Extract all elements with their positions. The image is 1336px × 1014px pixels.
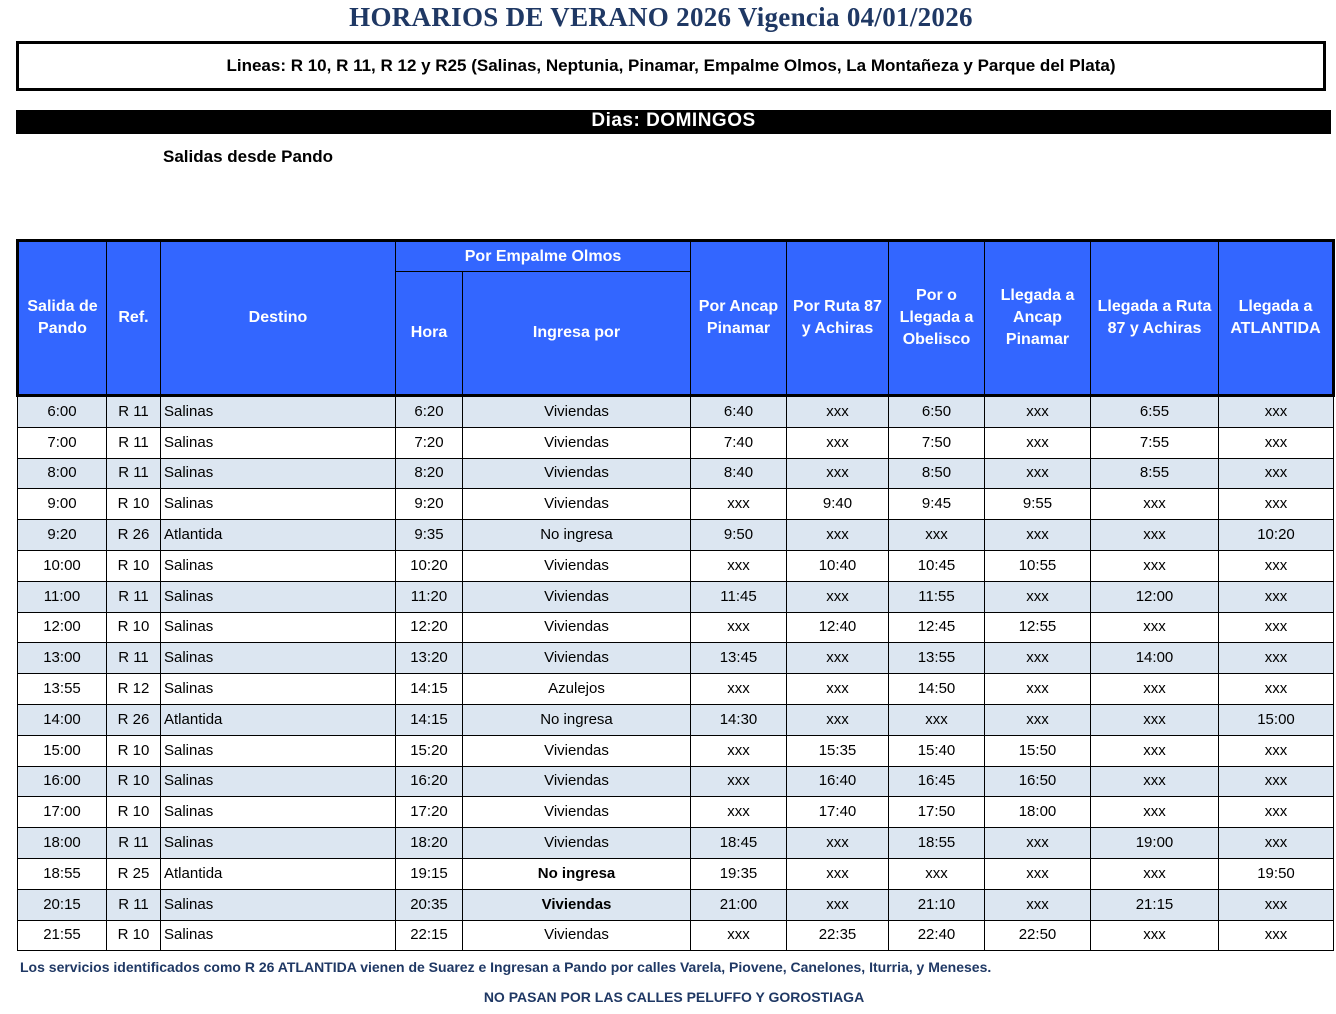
cell-obelisco: 17:50 — [889, 797, 985, 828]
cell-llegada-ancap: xxx — [985, 427, 1091, 458]
cell-obelisco: 7:50 — [889, 427, 985, 458]
cell-ancap: xxx — [691, 674, 787, 705]
cell-hora: 12:20 — [396, 612, 463, 643]
header-ingresa: Ingresa por — [463, 272, 691, 396]
cell-llegada-atlantida: xxx — [1219, 674, 1334, 705]
cell-ruta87: xxx — [787, 643, 889, 674]
cell-salida: 17:00 — [18, 797, 107, 828]
table-row — [18, 643, 1334, 674]
table-row — [18, 920, 1334, 951]
cell-llegada-ruta87: xxx — [1091, 920, 1219, 951]
cell-hora: 9:20 — [396, 489, 463, 520]
cell-llegada-atlantida: 10:20 — [1219, 520, 1334, 551]
cell-obelisco: 11:55 — [889, 581, 985, 612]
cell-salida: 12:00 — [18, 612, 107, 643]
section-subtitle: Salidas desde Pando — [163, 147, 334, 166]
cell-hora: 18:20 — [396, 828, 463, 859]
cell-ancap: xxx — [691, 920, 787, 951]
cell-obelisco: 10:45 — [889, 550, 985, 581]
table-row — [18, 612, 1334, 643]
cell-destino: Salinas — [161, 612, 396, 643]
cell-llegada-ruta87: xxx — [1091, 489, 1219, 520]
cell-hora: 14:15 — [396, 674, 463, 705]
cell-ancap: xxx — [691, 489, 787, 520]
table-row — [18, 458, 1334, 489]
cell-ancap: 11:45 — [691, 581, 787, 612]
cell-llegada-atlantida: 15:00 — [1219, 704, 1334, 735]
header-salida: Salida de Pando — [18, 241, 107, 396]
cell-ref: R 25 — [107, 858, 161, 889]
cell-destino: Salinas — [161, 643, 396, 674]
header-llegada-atlantida: Llegada a ATLANTIDA — [1219, 241, 1334, 396]
cell-ref: R 10 — [107, 612, 161, 643]
table-row — [18, 427, 1334, 458]
cell-llegada-ruta87: 14:00 — [1091, 643, 1219, 674]
header-empalme-group: Por Empalme Olmos — [396, 241, 691, 272]
cell-llegada-ruta87: 19:00 — [1091, 828, 1219, 859]
cell-obelisco: 8:50 — [889, 458, 985, 489]
cell-llegada-ancap: xxx — [985, 396, 1091, 428]
cell-llegada-ancap: xxx — [985, 520, 1091, 551]
cell-llegada-ancap: 18:00 — [985, 797, 1091, 828]
cell-salida: 13:55 — [18, 674, 107, 705]
cell-ancap: 21:00 — [691, 889, 787, 920]
cell-ingresa: Viviendas — [463, 581, 691, 612]
cell-ruta87: xxx — [787, 520, 889, 551]
cell-obelisco: 12:45 — [889, 612, 985, 643]
cell-obelisco: 6:50 — [889, 396, 985, 428]
cell-ref: R 12 — [107, 674, 161, 705]
cell-ingresa: Viviendas — [463, 458, 691, 489]
cell-ingresa: Viviendas — [463, 612, 691, 643]
cell-destino: Salinas — [161, 550, 396, 581]
cell-salida: 20:15 — [18, 889, 107, 920]
cell-ingresa: Viviendas — [463, 766, 691, 797]
cell-llegada-ancap: 15:50 — [985, 735, 1091, 766]
cell-obelisco: 13:55 — [889, 643, 985, 674]
cell-llegada-ancap: xxx — [985, 674, 1091, 705]
cell-ruta87: 12:40 — [787, 612, 889, 643]
cell-ruta87: xxx — [787, 704, 889, 735]
cell-hora: 16:20 — [396, 766, 463, 797]
cell-llegada-ruta87: xxx — [1091, 520, 1219, 551]
cell-obelisco: xxx — [889, 704, 985, 735]
cell-llegada-atlantida: xxx — [1219, 489, 1334, 520]
table-row — [18, 704, 1334, 735]
table-row — [18, 735, 1334, 766]
cell-ingresa: Viviendas — [463, 920, 691, 951]
cell-llegada-ruta87: 7:55 — [1091, 427, 1219, 458]
cell-llegada-ruta87: xxx — [1091, 612, 1219, 643]
cell-destino: Salinas — [161, 489, 396, 520]
cell-llegada-atlantida: xxx — [1219, 427, 1334, 458]
cell-ruta87: xxx — [787, 458, 889, 489]
cell-hora: 10:20 — [396, 550, 463, 581]
cell-llegada-ruta87: xxx — [1091, 858, 1219, 889]
cell-ref: R 11 — [107, 828, 161, 859]
cell-salida: 11:00 — [18, 581, 107, 612]
cell-llegada-ruta87: xxx — [1091, 550, 1219, 581]
cell-ruta87: xxx — [787, 396, 889, 428]
cell-ruta87: 9:40 — [787, 489, 889, 520]
cell-llegada-ancap: xxx — [985, 704, 1091, 735]
cell-destino: Salinas — [161, 735, 396, 766]
cell-ref: R 26 — [107, 704, 161, 735]
cell-ref: R 11 — [107, 581, 161, 612]
cell-ancap: 9:50 — [691, 520, 787, 551]
cell-ruta87: xxx — [787, 828, 889, 859]
cell-destino: Salinas — [161, 581, 396, 612]
cell-llegada-ruta87: xxx — [1091, 797, 1219, 828]
cell-salida: 7:00 — [18, 427, 107, 458]
cell-ruta87: xxx — [787, 581, 889, 612]
cell-ruta87: xxx — [787, 674, 889, 705]
cell-ruta87: 10:40 — [787, 550, 889, 581]
cell-hora: 20:35 — [396, 889, 463, 920]
cell-ancap: 19:35 — [691, 858, 787, 889]
cell-hora: 6:20 — [396, 396, 463, 428]
cell-llegada-atlantida: xxx — [1219, 889, 1334, 920]
header-hora: Hora — [396, 272, 463, 396]
cell-ref: R 11 — [107, 396, 161, 428]
cell-ref: R 10 — [107, 766, 161, 797]
cell-hora: 7:20 — [396, 427, 463, 458]
cell-ingresa: Viviendas — [463, 828, 691, 859]
cell-salida: 14:00 — [18, 704, 107, 735]
cell-llegada-ancap: xxx — [985, 828, 1091, 859]
header-ref: Ref. — [107, 241, 161, 396]
cell-hora: 15:20 — [396, 735, 463, 766]
cell-ancap: xxx — [691, 612, 787, 643]
cell-ruta87: 15:35 — [787, 735, 889, 766]
cell-obelisco: 14:50 — [889, 674, 985, 705]
cell-ruta87: 22:35 — [787, 920, 889, 951]
cell-destino: Atlantida — [161, 520, 396, 551]
lines-banner — [16, 41, 1326, 91]
cell-ingresa: Viviendas — [463, 797, 691, 828]
cell-ingresa: Azulejos — [463, 674, 691, 705]
cell-ingresa: Viviendas — [463, 550, 691, 581]
cell-llegada-ruta87: 8:55 — [1091, 458, 1219, 489]
cell-ruta87: 16:40 — [787, 766, 889, 797]
cell-obelisco: xxx — [889, 520, 985, 551]
table-row — [18, 858, 1334, 889]
cell-llegada-atlantida: xxx — [1219, 612, 1334, 643]
cell-llegada-atlantida: xxx — [1219, 920, 1334, 951]
cell-ref: R 10 — [107, 489, 161, 520]
cell-destino: Atlantida — [161, 704, 396, 735]
schedule-table — [16, 239, 1335, 951]
cell-hora: 9:35 — [396, 520, 463, 551]
cell-ruta87: 17:40 — [787, 797, 889, 828]
lines-text: Lineas: R 10, R 11, R 12 y R25 (Salinas, Neptunia, Pinamar, Empalme Olmos, La Montañeza y Parque del Plata) — [226, 56, 1116, 75]
cell-ref: R 10 — [107, 550, 161, 581]
cell-llegada-atlantida: xxx — [1219, 643, 1334, 674]
cell-destino: Salinas — [161, 797, 396, 828]
cell-llegada-ancap: 9:55 — [985, 489, 1091, 520]
cell-salida: 8:00 — [18, 458, 107, 489]
footnote-calles: NO PASAN POR LAS CALLES PELUFFO Y GOROSTIAGA — [483, 989, 865, 1005]
cell-ref: R 11 — [107, 643, 161, 674]
header-llegada-ancap: Llegada a Ancap Pinamar — [985, 241, 1091, 396]
cell-ruta87: xxx — [787, 427, 889, 458]
cell-llegada-ancap: 22:50 — [985, 920, 1091, 951]
cell-ingresa: Viviendas — [463, 396, 691, 428]
cell-hora: 13:20 — [396, 643, 463, 674]
cell-ingresa: No ingresa — [463, 520, 691, 551]
cell-obelisco: 22:40 — [889, 920, 985, 951]
table-row — [18, 550, 1334, 581]
cell-ancap: xxx — [691, 797, 787, 828]
cell-obelisco: 15:40 — [889, 735, 985, 766]
cell-llegada-ruta87: xxx — [1091, 704, 1219, 735]
cell-salida: 18:00 — [18, 828, 107, 859]
cell-ingresa: Viviendas — [463, 489, 691, 520]
cell-salida: 15:00 — [18, 735, 107, 766]
cell-llegada-ruta87: xxx — [1091, 735, 1219, 766]
cell-hora: 22:15 — [396, 920, 463, 951]
table-row — [18, 489, 1334, 520]
table-row — [18, 581, 1334, 612]
cell-salida: 18:55 — [18, 858, 107, 889]
cell-destino: Salinas — [161, 458, 396, 489]
cell-ancap: 13:45 — [691, 643, 787, 674]
cell-llegada-ancap: xxx — [985, 581, 1091, 612]
page-title: HORARIOS DE VERANO 2026 Vigencia 04/01/2026 — [349, 2, 973, 32]
cell-llegada-atlantida: xxx — [1219, 581, 1334, 612]
cell-ref: R 10 — [107, 735, 161, 766]
cell-destino: Salinas — [161, 889, 396, 920]
cell-ref: R 11 — [107, 427, 161, 458]
cell-ancap: 14:30 — [691, 704, 787, 735]
cell-obelisco: 16:45 — [889, 766, 985, 797]
cell-llegada-ruta87: xxx — [1091, 766, 1219, 797]
cell-ancap: xxx — [691, 766, 787, 797]
footnote-r26: Los servicios identificados como R 26 ATLANTIDA vienen de Suarez e Ingresan a Pando por calles Varela, Piovene, Canelones, Iturria, y Meneses. — [20, 959, 992, 975]
header-destino: Destino — [161, 241, 396, 396]
cell-llegada-ancap: xxx — [985, 858, 1091, 889]
cell-ref: R 11 — [107, 458, 161, 489]
header-obelisco: Por o Llegada a Obelisco — [889, 241, 985, 396]
table-row — [18, 797, 1334, 828]
cell-llegada-ruta87: xxx — [1091, 674, 1219, 705]
cell-ingresa: Viviendas — [463, 427, 691, 458]
cell-destino: Atlantida — [161, 858, 396, 889]
cell-salida: 16:00 — [18, 766, 107, 797]
cell-salida: 9:00 — [18, 489, 107, 520]
cell-llegada-ancap: xxx — [985, 889, 1091, 920]
cell-ruta87: xxx — [787, 889, 889, 920]
cell-salida: 21:55 — [18, 920, 107, 951]
cell-destino: Salinas — [161, 920, 396, 951]
cell-destino: Salinas — [161, 396, 396, 428]
cell-salida: 9:20 — [18, 520, 107, 551]
cell-llegada-ancap: xxx — [985, 643, 1091, 674]
cell-hora: 14:15 — [396, 704, 463, 735]
cell-destino: Salinas — [161, 828, 396, 859]
cell-destino: Salinas — [161, 427, 396, 458]
cell-salida: 13:00 — [18, 643, 107, 674]
table-row — [18, 828, 1334, 859]
cell-llegada-ruta87: 12:00 — [1091, 581, 1219, 612]
cell-ancap: 18:45 — [691, 828, 787, 859]
cell-ingresa: Viviendas — [463, 735, 691, 766]
cell-ref: R 26 — [107, 520, 161, 551]
table-row — [18, 766, 1334, 797]
cell-destino: Salinas — [161, 674, 396, 705]
cell-obelisco: 21:10 — [889, 889, 985, 920]
cell-ancap: 7:40 — [691, 427, 787, 458]
cell-ref: R 11 — [107, 889, 161, 920]
cell-llegada-ruta87: 21:15 — [1091, 889, 1219, 920]
table-row — [18, 889, 1334, 920]
cell-salida: 6:00 — [18, 396, 107, 428]
table-row — [18, 674, 1334, 705]
cell-ancap: xxx — [691, 550, 787, 581]
days-bar: Dias: DOMINGOS — [16, 110, 1331, 134]
cell-obelisco: 9:45 — [889, 489, 985, 520]
cell-llegada-ruta87: 6:55 — [1091, 396, 1219, 428]
cell-obelisco: 18:55 — [889, 828, 985, 859]
cell-ingresa: No ingresa — [463, 704, 691, 735]
schedule-body — [18, 396, 1334, 951]
cell-llegada-ancap: xxx — [985, 458, 1091, 489]
cell-ingresa: Viviendas — [463, 643, 691, 674]
cell-ref: R 10 — [107, 920, 161, 951]
cell-hora: 8:20 — [396, 458, 463, 489]
cell-obelisco: xxx — [889, 858, 985, 889]
cell-llegada-atlantida: xxx — [1219, 550, 1334, 581]
cell-llegada-atlantida: xxx — [1219, 797, 1334, 828]
cell-ref: R 10 — [107, 797, 161, 828]
table-row — [18, 396, 1334, 428]
cell-ancap: 6:40 — [691, 396, 787, 428]
cell-llegada-ancap: 12:55 — [985, 612, 1091, 643]
table-row — [18, 520, 1334, 551]
cell-ruta87: xxx — [787, 858, 889, 889]
cell-hora: 17:20 — [396, 797, 463, 828]
cell-ingresa: Viviendas — [463, 889, 691, 920]
cell-ancap: xxx — [691, 735, 787, 766]
header-ruta87: Por Ruta 87 y Achiras — [787, 241, 889, 396]
cell-destino: Salinas — [161, 766, 396, 797]
cell-hora: 19:15 — [396, 858, 463, 889]
cell-llegada-ancap: 10:55 — [985, 550, 1091, 581]
cell-llegada-atlantida: xxx — [1219, 396, 1334, 428]
header-llegada-ruta87: Llegada a Ruta 87 y Achiras — [1091, 241, 1219, 396]
cell-llegada-atlantida: xxx — [1219, 458, 1334, 489]
cell-llegada-atlantida: 19:50 — [1219, 858, 1334, 889]
header-ancap: Por Ancap Pinamar — [691, 241, 787, 396]
cell-ingresa: No ingresa — [463, 858, 691, 889]
cell-llegada-atlantida: xxx — [1219, 735, 1334, 766]
cell-ancap: 8:40 — [691, 458, 787, 489]
cell-hora: 11:20 — [396, 581, 463, 612]
cell-salida: 10:00 — [18, 550, 107, 581]
cell-llegada-ancap: 16:50 — [985, 766, 1091, 797]
cell-llegada-atlantida: xxx — [1219, 828, 1334, 859]
cell-llegada-atlantida: xxx — [1219, 766, 1334, 797]
